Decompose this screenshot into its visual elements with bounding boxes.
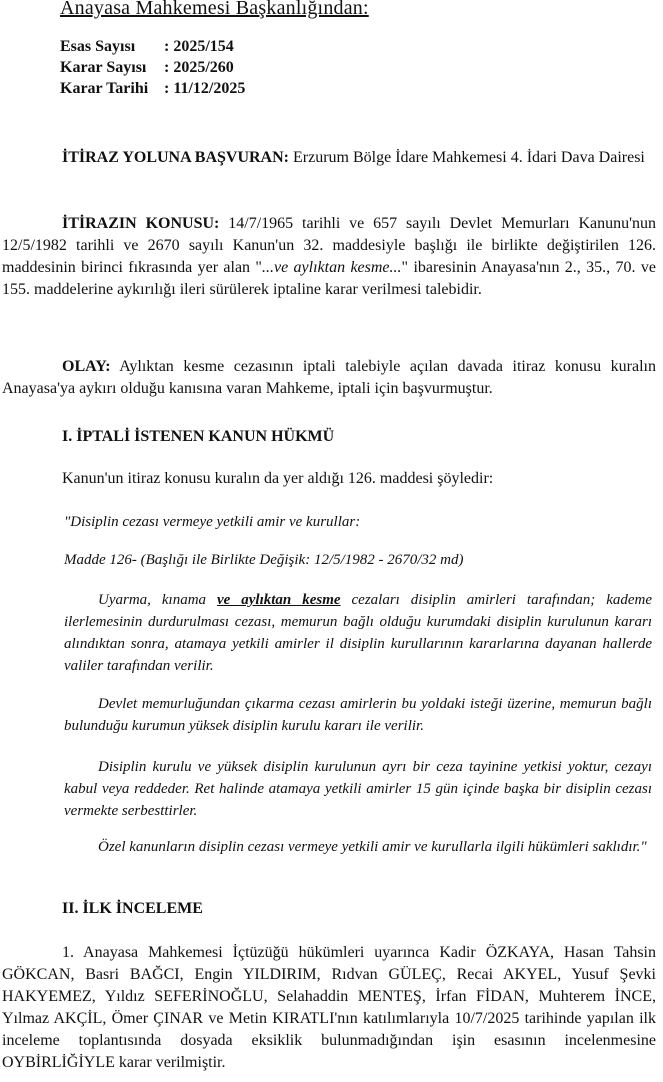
section-2-paragraph-1: 1. Anayasa Mahkemesi İçtüzüğü hükümleri uyarınca Kadir ÖZKAYA, Hasan Tahsin GÖKCAN, Basri BAĞCI, Engin YILDIRIM, Rıdvan GÜLEÇ, Recai AKYEL, Yusuf Şevki HAKYEMEZ, Yıldız SEFERİNOĞLU, Selahaddin MENTEŞ, İrfan FİDAN, Muhterem İNCE, Yılmaz AKÇİL, Ömer ÇINAR ve Metin KIRATLI'nın katılımlarıyla 10/7/2025 tarihinde yapılan ilk inceleme toplantısında dosyada eksiklik bulunmadığından işin esasının incelenmesine OYBİRLİĞİYLE karar verilmiştir. (2, 944, 656, 1071)
karar-label: Karar Sayısı (60, 59, 147, 76)
esas-value: : 2025/154 (164, 38, 234, 55)
itiraz-konusu-quote: ...ve aylıktan kesme... (261, 259, 402, 276)
quote-p1-end: cezaları disiplin amirleri tarafından; kademe ilerlemesinin durdurulması cezası, memurun bağlı olduğu kurumdaki disiplin kurulunun kararı alındıktan sonra, atamaya yetkili amirler il disiplin kurullarının kararlarına dayanan hallerde valiler tarafından verilir. (64, 592, 653, 674)
tarih-row (60, 78, 245, 99)
section-2-title: II. İLK İNCELEME (62, 900, 203, 917)
karar-row (60, 57, 245, 78)
itiraz-konusu-text-end: " ibaresinin Anayasa'nın 2., 35., 70. ve 155. maddelerine aykırılığı ileri sürülerek iptaline karar verilmesi talebidir. (2, 259, 657, 298)
itiraz-konusu-label: İTİRAZIN KONUSU: (62, 215, 220, 232)
quote-paragraph-4: Özel kanunların disiplin cezası vermeye yetkili amir ve kurullarla ilgili hükümleri saklıdır." (98, 839, 647, 855)
quote-heading: "Disiplin cezası vermeye yetkili amir ve kurullar: (64, 514, 361, 530)
itiraz-konusu-paragraph (2, 213, 656, 301)
case-metadata (60, 36, 245, 99)
karar-value: : 2025/260 (164, 59, 234, 76)
itiraz-yoluna-label: İTİRAZ YOLUNA BAŞVURAN: (62, 149, 289, 166)
section-1-intro: Kanun'un itiraz konusu kuralın da yer aldığı 126. maddesi şöyledir: (62, 470, 494, 487)
section-1-title: I. İPTALİ İSTENEN KANUN HÜKMÜ (62, 428, 335, 445)
quote-paragraph-1 (64, 589, 652, 677)
document-header: Anayasa Mahkemesi Başkanlığından: (60, 0, 369, 19)
itiraz-yoluna-text: Erzurum Bölge İdare Mahkemesi 4. İdari Dava Dairesi (289, 149, 645, 166)
olay-text: Aylıktan kesme cezasının iptali talebiyle açılan davada itiraz konusu kuralın Anayasa'ya aykırı olduğu kanısına varan Mahkeme, iptali için başvurmuştur. (2, 358, 656, 397)
itiraz-konusu-text: 14/7/1965 tarihli ve 657 sayılı Devlet Memurları Kanunu'nun 12/5/1982 tarihli ve 2670 sayılı Kanun'un 32. maddesiyle başlığı ile birlikte değiştirilen 126. maddesinin birinci fıkrasında yer alan " (2, 215, 657, 276)
tarih-value: : 11/12/2025 (164, 80, 246, 97)
esas-row (60, 36, 245, 57)
quote-madde: Madde 126- (Başlığı ile Birlikte Değişik: 12/5/1982 - 2670/32 md) (64, 552, 464, 568)
quote-p1-start: Uyarma, kınama (98, 592, 217, 608)
tarih-label: Karar Tarihi (60, 80, 149, 97)
quote-paragraph-2: Devlet memurluğundan çıkarma cezası amirlerin bu yoldaki isteği üzerine, memurun bağlı bulunduğu kurumun yüksek disiplin kurulu kararı ile verilir. (64, 696, 652, 734)
esas-label: Esas Sayısı (60, 38, 136, 55)
olay-label: OLAY: (62, 358, 111, 375)
quote-paragraph-3: Disiplin kurulu ve yüksek disiplin kurulunun ayrı bir ceza tayinine yetkisi yoktur, cezayı kabul veya reddeder. Ret halinde atamaya yetkili amirler 15 gün içinde başka bir disiplin cezası vermekte serbesttirler. (64, 759, 652, 819)
olay-paragraph (2, 356, 656, 400)
itiraz-yoluna-paragraph (2, 147, 656, 169)
quote-p1-underlined: ve aylıktan kesme (217, 592, 341, 608)
